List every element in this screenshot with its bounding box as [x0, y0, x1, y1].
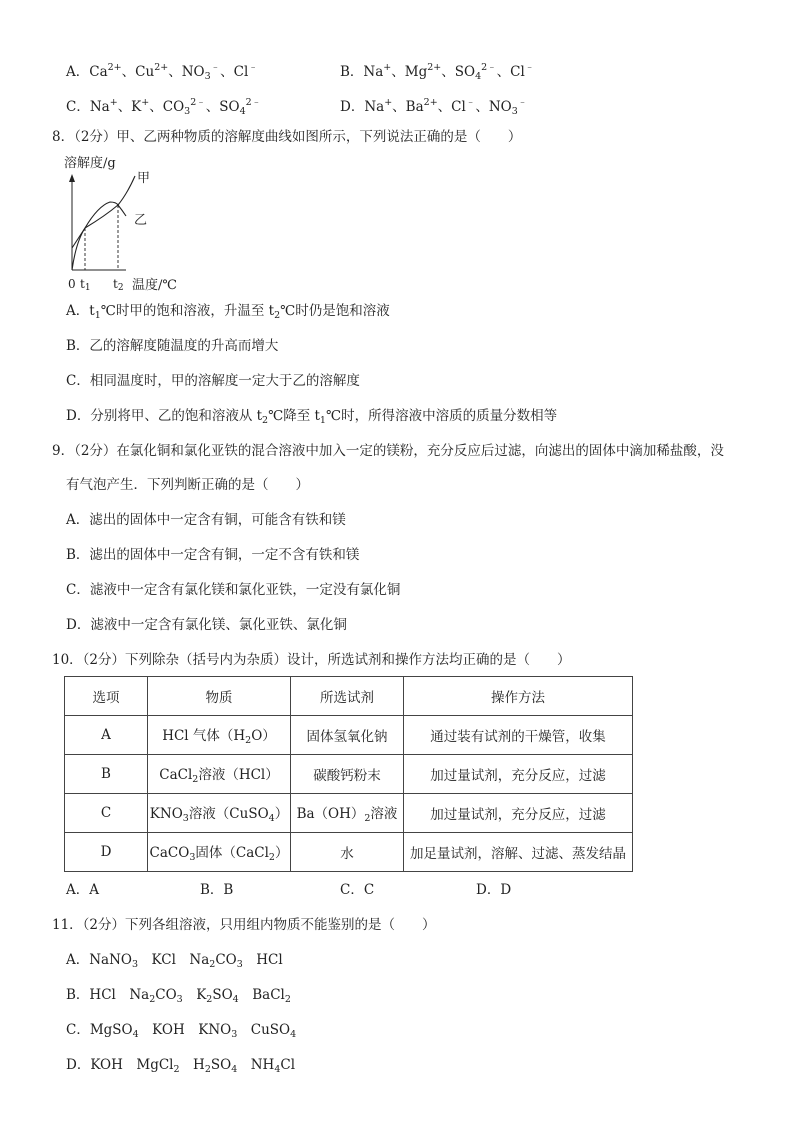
q9-stem-line2: 有气泡产生．下列判断正确的是（ ） [66, 477, 309, 493]
cell-text: O） [251, 728, 276, 744]
cell-reagent: 固体氢氧化钠 [291, 716, 404, 755]
option-text: H [179, 1057, 205, 1073]
q8-option-a [66, 302, 390, 325]
subscript: 3 [132, 959, 139, 970]
option-text: D．分别将甲、乙的饱和溶液从 t [66, 408, 263, 424]
subscript: 4 [239, 106, 246, 117]
cell-reagent: 碳酸钙粉末 [291, 755, 404, 794]
ion-text: 、Cu [121, 64, 155, 80]
cell-option: C [65, 794, 148, 833]
option-text: CO [215, 952, 237, 968]
t1-label [80, 277, 91, 293]
header-option: 选项 [65, 677, 148, 716]
charge: 2+ [107, 62, 122, 73]
cell-text: ） [274, 845, 289, 861]
option-text: CuSO [237, 1022, 291, 1038]
ion-text: 、CO [149, 99, 185, 115]
subscript: 3 [231, 1029, 238, 1040]
option-text: B．HCl Na [66, 987, 150, 1003]
subscript: 4 [290, 1029, 297, 1040]
option-text: CO [155, 987, 177, 1003]
t2-sub: 2 [117, 283, 124, 293]
q9-option-b: B．滤出的固体中一定含有铜，一定不含有铁和镁 [66, 547, 360, 563]
charge: + [141, 97, 150, 108]
q10-answer-a: A．A [66, 882, 99, 898]
q8-stem: 8．（2分）甲、乙两种物质的溶解度曲线如图所示，下列说法正确的是（ ） [52, 129, 522, 145]
ion-text: 、Cl [496, 64, 525, 80]
option-text: NH [237, 1057, 275, 1073]
q10-answer-c: C．C [340, 882, 375, 898]
ion-text: Na [364, 99, 385, 115]
subscript: 3 [184, 106, 191, 117]
subscript: 2 [284, 994, 291, 1005]
charge: ﹣ [248, 62, 258, 73]
ion-text: Na [89, 99, 110, 115]
subscript: 2 [274, 310, 281, 321]
subscript: 2 [173, 1064, 180, 1075]
subscript: 4 [231, 1064, 238, 1075]
option-text: SO [212, 987, 233, 1003]
ion-text: 、Mg [391, 64, 428, 80]
q8-option-d [66, 407, 557, 430]
t2-label [113, 277, 124, 293]
q9-stem-line1: 9．（2分）在氯化铜和氯化亚铁的混合溶液中加入一定的镁粉，充分反应后过滤，向滤出的固体中滴加稀盐酸，没 [52, 443, 724, 459]
q10-table [64, 676, 633, 872]
ion-text: 、Cl [437, 99, 466, 115]
q9-option-a: A．滤出的固体中一定含有铜，可能含有铁和镁 [66, 512, 346, 528]
q11-option-b [66, 986, 291, 1009]
subscript: 2 [192, 774, 199, 785]
q10-answer-d: D．D [476, 882, 512, 898]
cell-text: 固体（CaCl [195, 845, 269, 861]
charge: 2+ [423, 97, 438, 108]
charge: + [383, 62, 392, 73]
subscript: 3 [176, 994, 183, 1005]
cell-text: Ba（OH） [296, 806, 365, 822]
option-label: C． [66, 99, 90, 115]
cell-method: 加过量试剂，充分反应，过滤 [404, 755, 633, 794]
cell-text: CaCO [149, 845, 190, 861]
cell-option: A [65, 716, 148, 755]
t1-sub: 1 [84, 283, 91, 293]
cell-text: 溶液（CuSO [188, 806, 269, 822]
option-text: ℃降至 t [268, 408, 320, 424]
cell-text: 溶液（HCl） [198, 767, 279, 783]
subscript: 2 [364, 813, 371, 824]
header-substance: 物质 [148, 677, 291, 716]
subscript: 3 [182, 813, 189, 824]
cell-text: CaCl [159, 767, 193, 783]
subscript: 3 [189, 852, 196, 863]
ion-text: 、SO [441, 64, 476, 80]
table-header-row [65, 677, 633, 716]
subscript: 4 [132, 1029, 139, 1040]
t2-main: t [113, 277, 118, 291]
q8-option-c: C．相同温度时，甲的溶解度一定大于乙的溶解度 [66, 373, 360, 389]
subscript: 4 [268, 813, 275, 824]
charge: 2﹣ [245, 97, 262, 108]
subscript: 2 [206, 994, 213, 1005]
y-axis-label: 溶解度/g [64, 156, 116, 171]
charge: 2﹣ [481, 62, 497, 73]
option-label: D． [340, 99, 365, 115]
ion-text: 、Ba [392, 99, 424, 115]
curve-jia [72, 176, 135, 248]
option-text: ℃时仍是饱和溶液 [280, 303, 390, 319]
q9-option-c: C．滤液中一定含有氯化镁和氯化亚铁，一定没有氯化铜 [66, 582, 401, 598]
table-row [65, 833, 633, 872]
charge: ﹣ [517, 97, 528, 108]
q7-option-d [340, 94, 527, 121]
curve-jia-label: 甲 [137, 171, 151, 186]
table-row [65, 794, 633, 833]
subscript: 2 [204, 1064, 211, 1075]
option-text: Cl [280, 1057, 296, 1073]
cell-substance [148, 755, 291, 794]
cell-text: HCl 气体（H [162, 728, 246, 744]
table-row [65, 755, 633, 794]
q9-option-d: D．滤液中一定含有氯化镁、氯化亚铁、氯化铜 [66, 617, 347, 633]
y-axis-arrow [69, 174, 75, 182]
cell-reagent [291, 794, 404, 833]
curve-yi-label: 乙 [134, 213, 148, 228]
cell-substance [148, 833, 291, 872]
option-label: B． [340, 64, 364, 80]
option-text: BaCl [238, 987, 285, 1003]
subscript: 2 [268, 852, 275, 863]
charge: 2﹣ [190, 97, 206, 108]
cell-text: KNO [149, 806, 183, 822]
q11-option-c [66, 1021, 296, 1044]
subscript: 2 [262, 415, 269, 426]
header-reagent: 所选试剂 [291, 677, 404, 716]
q10-answer-b: B．B [200, 882, 234, 898]
table-row [65, 716, 633, 755]
subscript: 2 [245, 735, 252, 746]
subscript: 1 [94, 310, 101, 321]
ion-text: 、NO [168, 64, 205, 80]
cell-method: 加过量试剂，充分反应，过滤 [404, 794, 633, 833]
subscript: 1 [319, 415, 326, 426]
option-text: KCl Na [138, 952, 210, 968]
subscript: 4 [232, 994, 239, 1005]
solubility-curve-figure [60, 150, 200, 295]
q11-stem: 11．（2分）下列各组溶液，只用组内物质不能鉴别的是（ ） [52, 917, 436, 933]
option-text: ℃时甲的饱和溶液，升温至 t [100, 303, 275, 319]
cell-reagent: 水 [291, 833, 404, 872]
option-text: A．NaNO [66, 952, 132, 968]
subscript: 4 [475, 71, 482, 82]
charge: 2+ [427, 62, 442, 73]
charge: + [384, 97, 393, 108]
cell-option: B [65, 755, 148, 794]
q7-option-b [340, 59, 534, 86]
ion-text: 、NO [475, 99, 512, 115]
cell-text: 溶液 [370, 806, 398, 822]
option-label: A． [66, 64, 90, 80]
cell-text: ） [274, 806, 289, 822]
q7-option-c [66, 94, 261, 121]
cell-substance [148, 716, 291, 755]
t1-main: t [80, 277, 85, 291]
option-text: SO [210, 1057, 232, 1073]
header-method: 操作方法 [404, 677, 633, 716]
option-text: HCl [242, 952, 283, 968]
ion-text: Na [363, 64, 384, 80]
origin-label: 0 [68, 277, 76, 291]
subscript: 3 [204, 71, 211, 82]
charge: + [109, 97, 118, 108]
charge: ﹣ [465, 97, 476, 108]
charge: 2+ [154, 62, 169, 73]
ion-text: 、SO [205, 99, 240, 115]
cell-method: 通过装有试剂的干燥管，收集 [404, 716, 633, 755]
option-text: A．t [66, 303, 95, 319]
charge: ﹣ [210, 62, 221, 73]
charge: ﹣ [524, 62, 535, 73]
q11-option-a [66, 951, 283, 974]
q7-option-a [66, 59, 258, 86]
subscript: 2 [209, 959, 216, 970]
option-text: K [182, 987, 207, 1003]
q11-option-d [66, 1056, 295, 1079]
ion-text: 、K [117, 99, 142, 115]
cell-method: 加足量试剂，溶解、过滤、蒸发结晶 [404, 833, 633, 872]
subscript: 3 [511, 106, 518, 117]
q10-stem: 10．（2分）下列除杂（括号内为杂质）设计，所选试剂和操作方法均正确的是（ ） [52, 652, 571, 668]
option-text: D．KOH MgCl [66, 1057, 174, 1073]
ion-text: Ca [89, 64, 108, 80]
ion-text: 、Cl [220, 64, 249, 80]
subscript: 2 [149, 994, 156, 1005]
x-axis-label: 温度/℃ [132, 278, 177, 293]
q8-option-b: B．乙的溶解度随温度的升高而增大 [66, 338, 279, 354]
cell-substance [148, 794, 291, 833]
subscript: 3 [236, 959, 243, 970]
option-text: ℃时，所得溶液中溶质的质量分数相等 [325, 408, 558, 424]
option-text: C．MgSO [66, 1022, 133, 1038]
option-text: KOH KNO [138, 1022, 232, 1038]
cell-option: D [65, 833, 148, 872]
subscript: 4 [274, 1064, 281, 1075]
